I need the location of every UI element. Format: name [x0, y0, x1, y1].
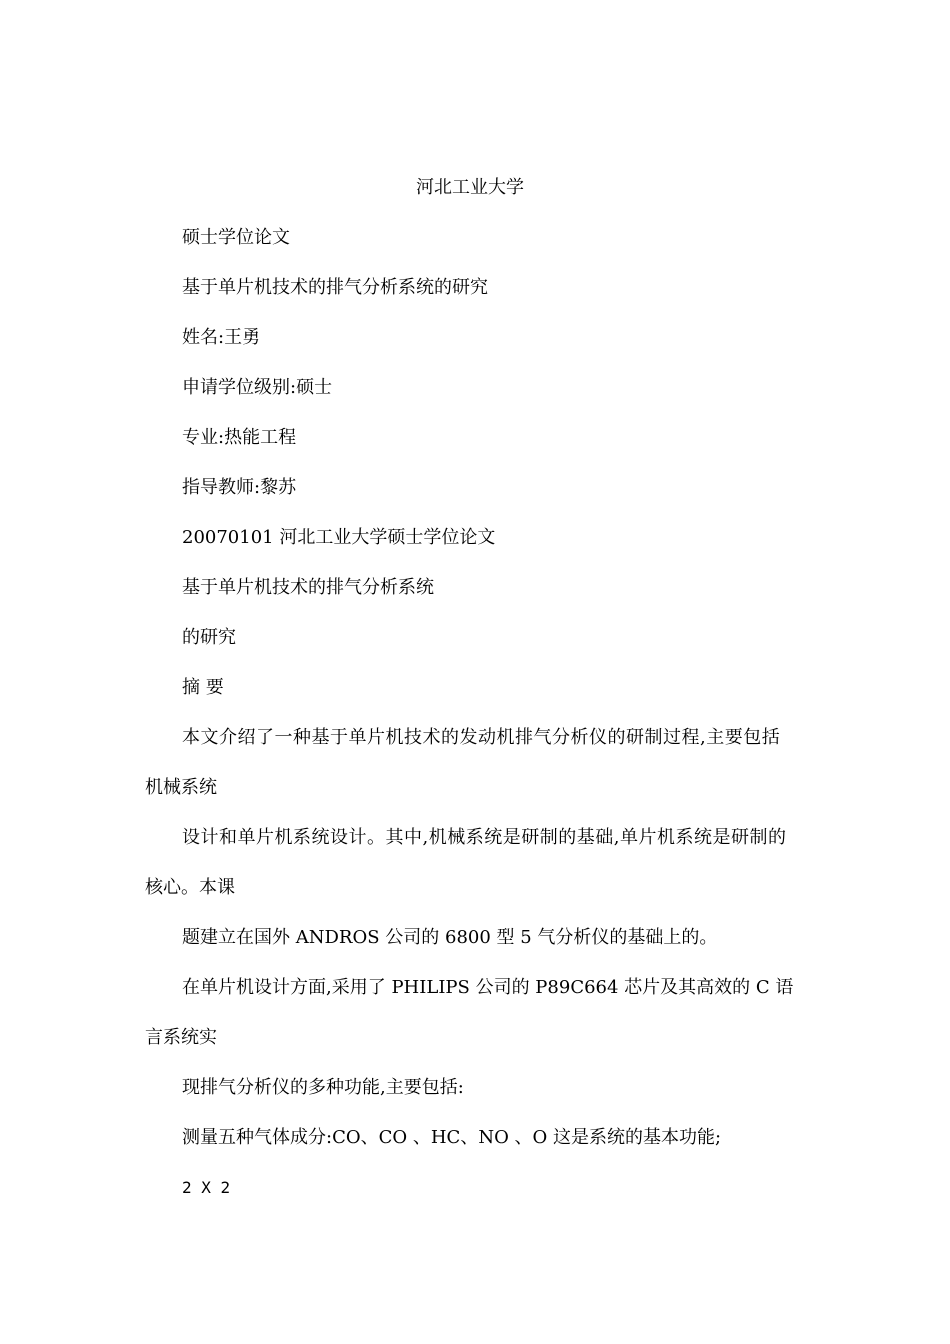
university-title: 河北工业大学	[416, 177, 524, 198]
author-line: 姓名:王勇	[182, 327, 261, 348]
subscript-line: 2 X 2	[182, 1178, 231, 1197]
title-line-1: 基于单片机技术的排气分析系统	[182, 577, 434, 598]
abstract-heading: 摘 要	[182, 677, 224, 698]
paragraph-line: 测量五种气体成分:CO、CO 、HC、NO 、O 这是系统的基本功能;	[182, 1127, 722, 1148]
paragraph-line: 言系统实	[145, 1027, 217, 1048]
title-line-2: 的研究	[182, 627, 236, 648]
degree-level-line: 申请学位级别:硕士	[182, 377, 333, 398]
header-line: 20070101 河北工业大学硕士学位论文	[182, 527, 496, 548]
advisor-line: 指导教师:黎苏	[182, 477, 297, 498]
major-line: 专业:热能工程	[182, 427, 297, 448]
paragraph-line: 核心。本课	[145, 877, 235, 898]
thesis-title: 基于单片机技术的排气分析系统的研究	[182, 277, 488, 298]
paragraph-line: 现排气分析仪的多种功能,主要包括:	[182, 1077, 464, 1098]
paragraph-line: 在单片机设计方面,采用了 PHILIPS 公司的 P89C664 芯片及其高效的 C 语	[182, 977, 794, 998]
paragraph-line: 设计和单片机系统设计。其中,机械系统是研制的基础,单片机系统是研制的	[182, 827, 787, 848]
paragraph-line: 本文介绍了一种基于单片机技术的发动机排气分析仪的研制过程,主要包括	[182, 727, 781, 748]
paragraph-line: 题建立在国外 ANDROS 公司的 6800 型 5 气分析仪的基础上的。	[182, 927, 718, 948]
paragraph-line: 机械系统	[145, 777, 217, 798]
thesis-type: 硕士学位论文	[182, 227, 290, 248]
